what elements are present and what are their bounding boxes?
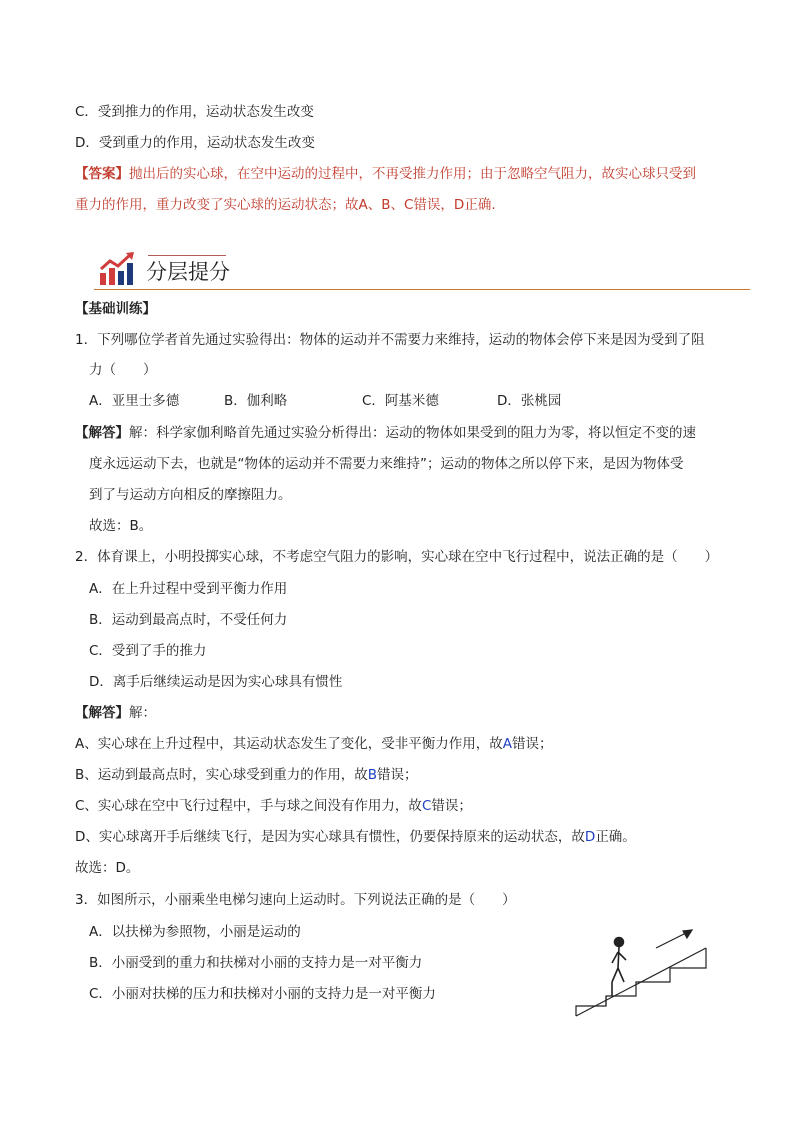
q1-solution-line-1 <box>75 424 696 442</box>
q1-choice: 故选：B。 <box>89 518 153 534</box>
option-d-prev: D．受到重力的作用，运动状态发生改变 <box>75 135 315 151</box>
q2-analysis-b-letter: B <box>367 767 378 783</box>
q2-solution-head <box>75 704 156 722</box>
q2-analysis-b-text: B、运动到最高点时，实心球受到重力的作用，故 <box>75 767 368 783</box>
q2-analysis-c-text: C、实心球在空中飞行过程中，手与球之间没有作用力，故 <box>75 798 422 814</box>
q2-stem: 2．体育课上，小明投掷实心球，不考虑空气阻力的影响，实心球在空中飞行过程中，说法正确的是（ ） <box>75 549 719 565</box>
option-c-prev: C．受到推力的作用，运动状态发生改变 <box>75 104 314 120</box>
q1-option-a: A．亚里士多德 <box>89 393 180 409</box>
escalator-person-figure <box>570 918 715 1022</box>
q2-analysis-a-letter: A <box>502 736 512 752</box>
section-divider <box>94 289 750 290</box>
q2-analysis-c-result: 错误； <box>431 798 472 814</box>
q2-analysis-d-result: 正确。 <box>595 829 636 845</box>
q2-analysis-a <box>75 735 552 753</box>
answer-text-1: 抛出后的实心球，在空中运动的过程中，不再受推力作用；由于忽略空气阻力，故实心球只受到 <box>129 166 696 182</box>
section-title-overline <box>148 255 226 256</box>
q1-stem-line-1: 1．下列哪位学者首先通过实验得出：物体的运动并不需要力来维持，运动的物体会停下来是因为受到了阻 <box>75 332 705 348</box>
q1-solution-line-2: 度永远运动下去，也就是“物体的运动并不需要力来维持”；运动的物体之所以停下来，是因为物体受 <box>89 456 684 472</box>
q2-option-d: D．离手后继续运动是因为实心球具有惯性 <box>89 674 343 690</box>
q3-option-a: A．以扶梯为参照物，小丽是运动的 <box>89 924 301 940</box>
answer-tag: 【答案】 <box>75 166 129 182</box>
q2-solution-tag: 【解答】 <box>75 705 129 721</box>
q1-solution-tag: 【解答】 <box>75 425 129 441</box>
subsection-title: 【基础训练】 <box>75 301 156 317</box>
q2-analysis-c <box>75 797 472 815</box>
q2-analysis-b-result: 错误； <box>377 767 418 783</box>
q2-option-b: B．运动到最高点时，不受任何力 <box>89 612 288 628</box>
q1-option-d: D．张桃园 <box>497 393 562 409</box>
section-title: 分层提分 <box>146 260 230 284</box>
q2-analysis-d <box>75 828 636 846</box>
q3-option-c: C．小丽对扶梯的压力和扶梯对小丽的支持力是一对平衡力 <box>89 986 436 1002</box>
q2-option-c: C．受到了手的推力 <box>89 643 207 659</box>
q1-option-b: B．伽利略 <box>224 393 288 409</box>
q2-analysis-a-result: 错误； <box>511 736 553 752</box>
q1-solution-line-3: 到了与运动方向相反的摩擦阻力。 <box>89 487 292 503</box>
q1-solution-text-1: 解：科学家伽利略首先通过实验分析得出：运动的物体如果受到的阻力为零，将以恒定不变的速 <box>129 425 696 441</box>
q2-analysis-d-letter: D <box>584 829 596 845</box>
q2-analysis-d-text: D、实心球离开手后继续飞行，是因为实心球具有惯性，仍要保持原来的运动状态，故 <box>75 829 585 845</box>
q3-stem: 3．如图所示，小丽乘坐电梯匀速向上运动时。下列说法正确的是（ ） <box>75 892 516 908</box>
q2-option-a: A．在上升过程中受到平衡力作用 <box>89 581 288 597</box>
q1-option-c: C．阿基米德 <box>362 393 439 409</box>
q2-analysis-c-letter: C <box>421 798 432 814</box>
growth-chart-icon <box>98 251 138 287</box>
q2-choice: 故选：D。 <box>75 860 140 876</box>
q3-option-b: B．小丽受到的重力和扶梯对小丽的支持力是一对平衡力 <box>89 955 423 971</box>
q2-analysis-a-text: A、实心球在上升过程中，其运动状态发生了变化，受非平衡力作用，故 <box>75 736 503 752</box>
answer-line-2: 重力的作用，重力改变了实心球的运动状态；故A、B、C错误，D正确. <box>75 197 496 213</box>
answer-line-1 <box>75 165 696 183</box>
q2-analysis-b <box>75 766 418 784</box>
q2-solution-jie: 解： <box>129 705 156 721</box>
q1-stem-line-2: 力（ ） <box>89 362 157 378</box>
